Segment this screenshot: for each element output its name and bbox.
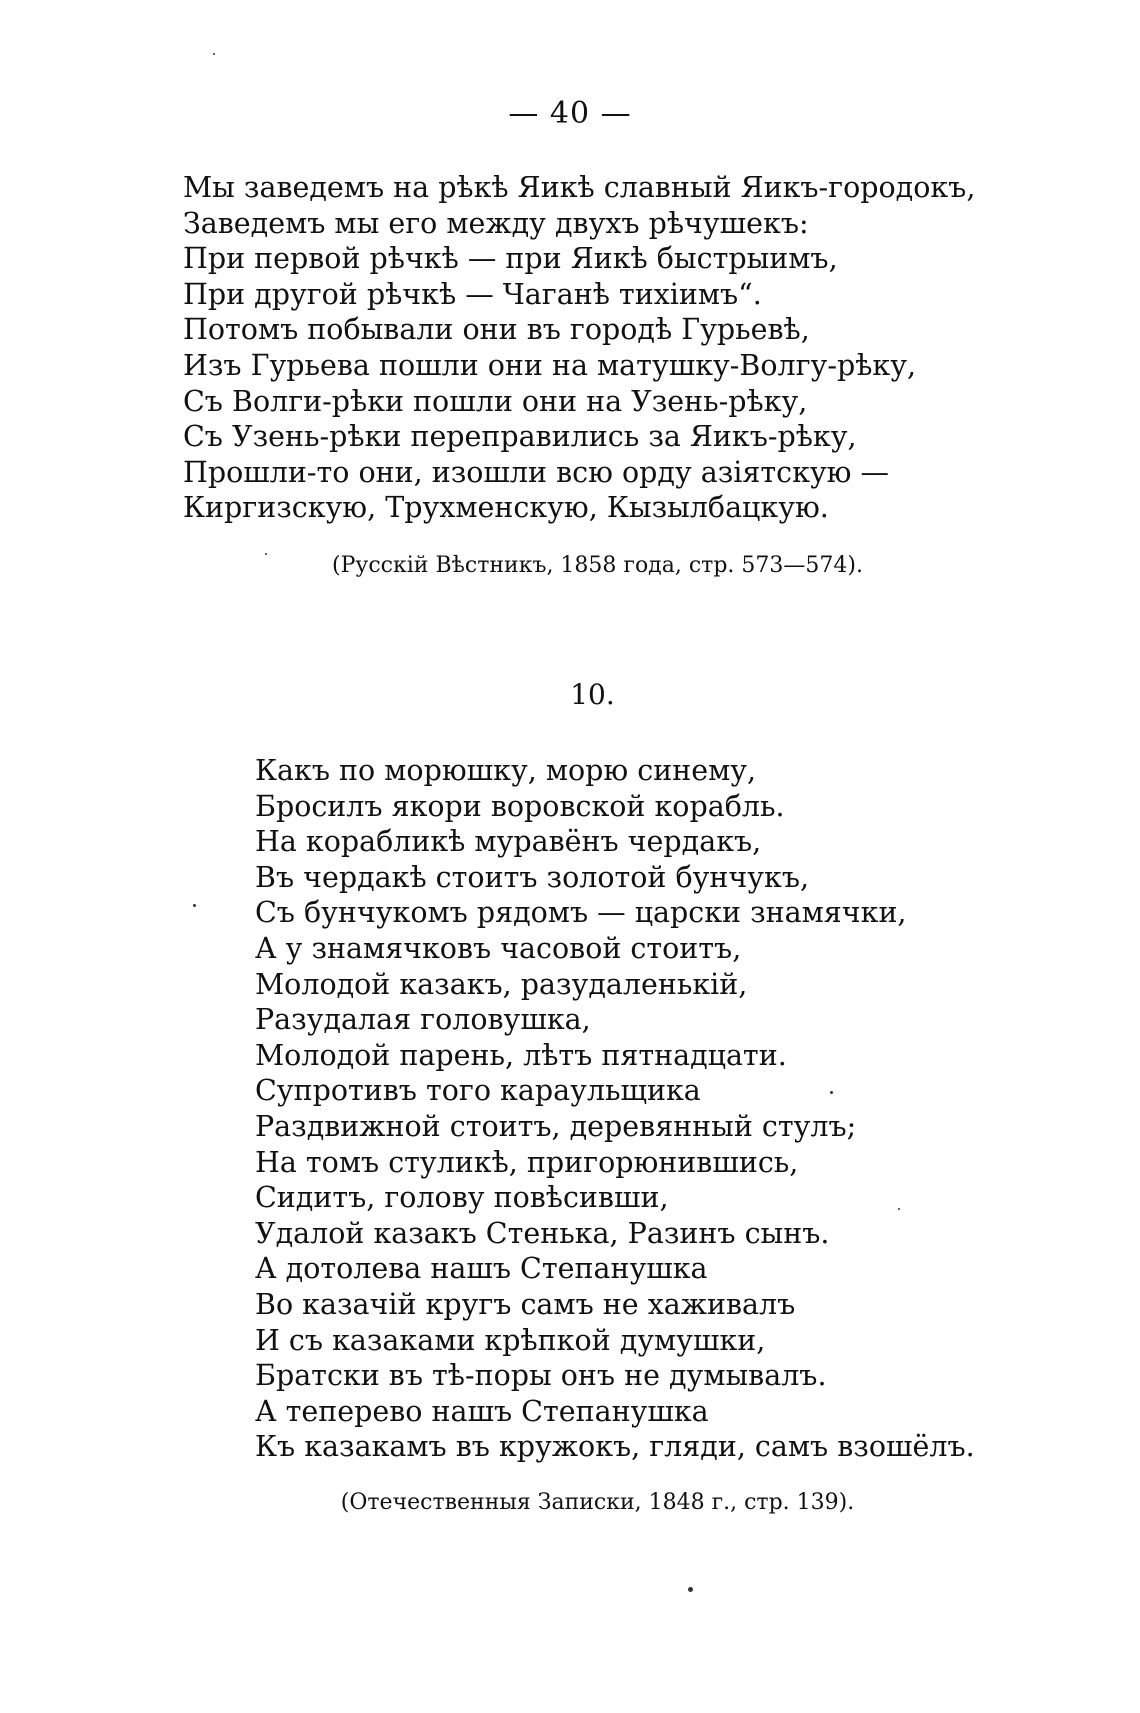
verse-line: Съ Узень-рѣки переправились за Яикъ-рѣку,: [183, 420, 857, 454]
verse-line: При первой рѣчкѣ — при Яикѣ быстрыимъ,: [183, 242, 838, 276]
verse-line: Изъ Гурьева пошли они на матушку-Волгу-рѣку,: [183, 348, 917, 382]
verse-line: Во казачій кругъ самъ не хаживалъ: [255, 1287, 796, 1321]
verse-line: Потомъ побывали они въ городѣ Гурьевѣ,: [183, 313, 810, 347]
scan-speck: [193, 904, 196, 907]
verse-line: Къ казакамъ въ кружокъ, гляди, самъ взошёлъ.: [255, 1430, 975, 1464]
verse-line: Какъ по морюшку, морю синему,: [255, 754, 757, 787]
verse-line: Молодой парень, лѣтъ пятнадцати.: [255, 1038, 787, 1072]
verse-line: Молодой казакъ, разудаленькій,: [255, 967, 748, 1001]
page-number: — 40 —: [508, 96, 632, 131]
verse-line: Въ чердакѣ стоитъ золотой бунчукъ,: [255, 860, 810, 894]
verse-line: Бросилъ якори воровской корабль.: [255, 789, 785, 823]
verse-line: Разудалая головушка,: [255, 1003, 591, 1037]
poem-2-verse: [255, 753, 975, 1465]
scan-speck: [898, 1208, 900, 1210]
verse-line: А у знамячковъ часовой стоитъ,: [255, 931, 742, 965]
verse-line: Удалой казакъ Стенька, Разинъ сынъ.: [255, 1216, 830, 1250]
poem-number: 10.: [570, 678, 615, 711]
scan-speck: [830, 1091, 833, 1094]
verse-line: А дотолева нашъ Степанушка: [255, 1252, 708, 1286]
verse-line: Супротивъ того караульщика: [255, 1074, 701, 1108]
verse-line: Прошли-то они, изошли всю орду азіятскую —: [183, 455, 890, 489]
verse-line: Раздвижной стоитъ, деревянный стулъ;: [255, 1109, 857, 1143]
poem-2-source-citation: (Отечественныя Записки, 1848 г., стр. 139).: [340, 1490, 855, 1515]
scan-speck: [213, 53, 215, 55]
verse-line: Мы заведемъ на рѣкѣ Яикѣ славный Яикъ-городокъ,: [183, 171, 976, 204]
verse-line: На томъ стуликѣ, пригорюнившись,: [255, 1145, 799, 1179]
verse-line: Киргизскую, Трухменскую, Кызылбацкую.: [183, 491, 829, 525]
verse-line: Съ бунчукомъ рядомъ — царски знамячки,: [255, 896, 907, 930]
verse-line: На корабликѣ муравёнъ чердакъ,: [255, 825, 762, 859]
verse-line: Сидитъ, голову повѣсивши,: [255, 1181, 669, 1215]
verse-line: А теперево нашъ Степанушка: [255, 1394, 709, 1428]
scan-speck: [265, 553, 267, 555]
poem-1-source-citation: (Русскій Вѣстникъ, 1858 года, стр. 573—574).: [332, 553, 863, 578]
poem-1-verse: [183, 170, 975, 526]
verse-line: Братски въ тѣ-поры онъ не думывалъ.: [255, 1359, 827, 1393]
verse-line: Заведемъ мы его между двухъ рѣчушекъ:: [183, 206, 809, 240]
verse-line: Съ Волги-рѣки пошли они на Узень-рѣку,: [183, 384, 808, 418]
verse-line: И съ казаками крѣпкой думушки,: [255, 1323, 766, 1357]
verse-line: При другой рѣчкѣ — Чаганѣ тихіимъ“.: [183, 277, 762, 311]
scan-speck: [688, 1587, 693, 1592]
